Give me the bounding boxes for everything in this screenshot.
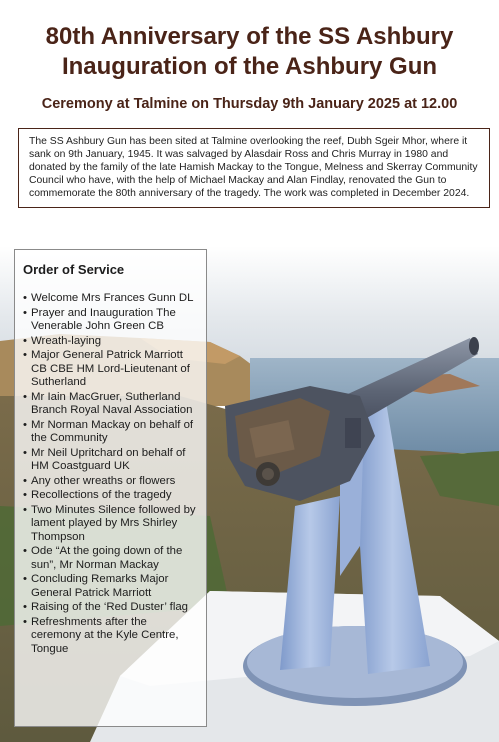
list-item: • Recollections of the tragedy [23, 489, 198, 503]
list-item: • Wreath-laying [23, 335, 198, 349]
title-line-2: Inauguration of the Ashbury Gun [61, 53, 438, 80]
list-item: • Welcome Mrs Frances Gunn DL [23, 292, 198, 306]
list-item: • Mr Norman Mackay on behalf of the Community [23, 419, 198, 446]
intro-paragraph: The SS Ashbury Gun has been sited at Talmine overlooking the reef, Dubh Sgeir Mhor, where it sank on 9th January, 1945. It was salvaged by Alasdair Ross and Chris Murray in 1980 and donated by the family of the late Hamish Mackay to the Tongue, Melness and Skerray Community Council who have, with the help of Michael Mackay and Alan Findlay, renovated the Gun to commemorate the 80th anniversary of the tragedy. The work was completed in December 2024. [18, 128, 490, 208]
list-item: • Mr Iain MacGruer, Sutherland Branch Royal Naval Association [23, 391, 198, 418]
order-of-service-heading: Order of Service [23, 262, 125, 277]
list-item: • Mr Neil Upritchard on behalf of HM Coastguard UK [23, 447, 198, 474]
order-of-service-panel [14, 249, 207, 727]
list-item: • Major General Patrick Marriott CB CBE HM Lord-Lieutenant of Sutherland [23, 349, 198, 390]
ceremony-subtitle: Ceremony at Talmine on Thursday 9th January 2025 at 12.00 [41, 96, 458, 112]
list-item: • Ode “At the going down of the sun”, Mr Norman Mackay [23, 545, 198, 572]
list-item: • Concluding Remarks Major General Patrick Marriott [23, 573, 198, 600]
list-item: • Raising of the ‘Red Duster’ flag [23, 601, 198, 615]
list-item: • Any other wreaths or flowers [23, 475, 198, 489]
title-line-1: 80th Anniversary of the SS Ashbury [45, 23, 454, 50]
order-of-service-list [23, 292, 198, 656]
list-item: • Prayer and Inauguration The Venerable John Green CB [23, 307, 198, 334]
poster-title [0, 22, 499, 82]
list-item: • Refreshments after the ceremony at the Kyle Centre, Tongue [23, 616, 198, 657]
list-item: • Two Minutes Silence followed by lament played by Mrs Shirley Thompson [23, 504, 198, 545]
